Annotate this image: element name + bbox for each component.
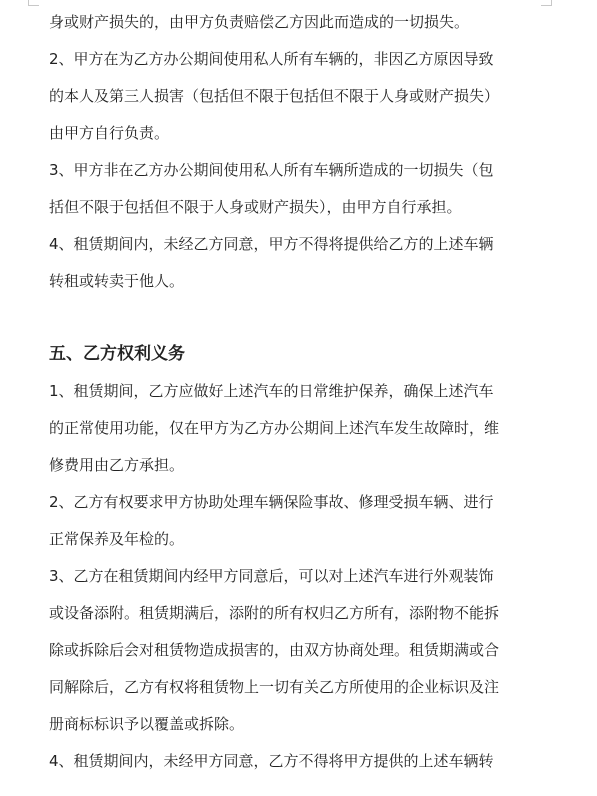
- clause-paragraph: [49, 226, 539, 300]
- section-heading: 五、乙方权利义务: [49, 344, 185, 364]
- text-line: 或设备添附。租赁期满后，添附的所有权归乙方所有，添附物不能拆: [49, 604, 500, 622]
- clause-paragraph: [49, 373, 539, 484]
- page-corner-mark-right: [541, 0, 552, 6]
- clause-paragraph: [49, 558, 539, 743]
- text-line: 的本人及第三人损害（包括但不限于包括但不限于人身或财产损失）: [49, 87, 500, 105]
- clause-paragraph: [49, 41, 539, 152]
- clause-paragraph: [49, 152, 539, 226]
- clauses-section-five: [49, 373, 539, 780]
- text-line: 身或财产损失的，由甲方负责赔偿乙方因此而造成的一切损失。: [49, 13, 470, 31]
- text-line: 3、甲方非在乙方办公期间使用私人所有车辆所造成的一切损失（包: [49, 161, 494, 179]
- text-line: 的正常使用功能，仅在甲方为乙方办公期间上述汽车发生故障时，维: [49, 419, 500, 437]
- text-line: 1、租赁期间，乙方应做好上述汽车的日常维护保养，确保上述汽车: [49, 382, 494, 400]
- text-line: 正常保养及年检的。: [49, 530, 185, 548]
- text-line: 3、乙方在租赁期间内经甲方同意后，可以对上述汽车进行外观装饰: [49, 567, 494, 585]
- page-corner-mark-left: [28, 0, 39, 6]
- text-line: 由甲方自行负责。: [49, 124, 170, 142]
- clause-paragraph: [49, 743, 539, 780]
- clause-paragraph: [49, 484, 539, 558]
- text-line: 4、租赁期间内，未经甲方同意，乙方不得将甲方提供的上述车辆转: [49, 752, 494, 770]
- text-line: 同解除后，乙方有权将租赁物上一切有关乙方所使用的企业标识及注: [49, 678, 500, 696]
- document-body: [49, 4, 539, 780]
- text-line: 括但不限于包括但不限于人身或财产损失），由甲方自行承担。: [49, 198, 462, 216]
- text-line: 2、甲方在为乙方办公期间使用私人所有车辆的，非因乙方原因导致: [49, 50, 494, 68]
- text-line: 转租或转卖于他人。: [49, 272, 185, 290]
- text-line: 册商标标识予以覆盖或拆除。: [49, 715, 245, 733]
- text-line: 4、租赁期间内，未经乙方同意，甲方不得将提供给乙方的上述车辆: [49, 235, 494, 253]
- text-line: 2、乙方有权要求甲方协助处理车辆保险事故、修理受损车辆、进行: [49, 493, 494, 511]
- section-spacing: [49, 300, 539, 336]
- clauses-before-section: [49, 4, 539, 300]
- text-line: 除或拆除后会对租赁物造成损害的，由双方协商处理。租赁期满或合: [49, 641, 500, 659]
- clause-paragraph: [49, 4, 539, 41]
- text-line: 修费用由乙方承担。: [49, 456, 185, 474]
